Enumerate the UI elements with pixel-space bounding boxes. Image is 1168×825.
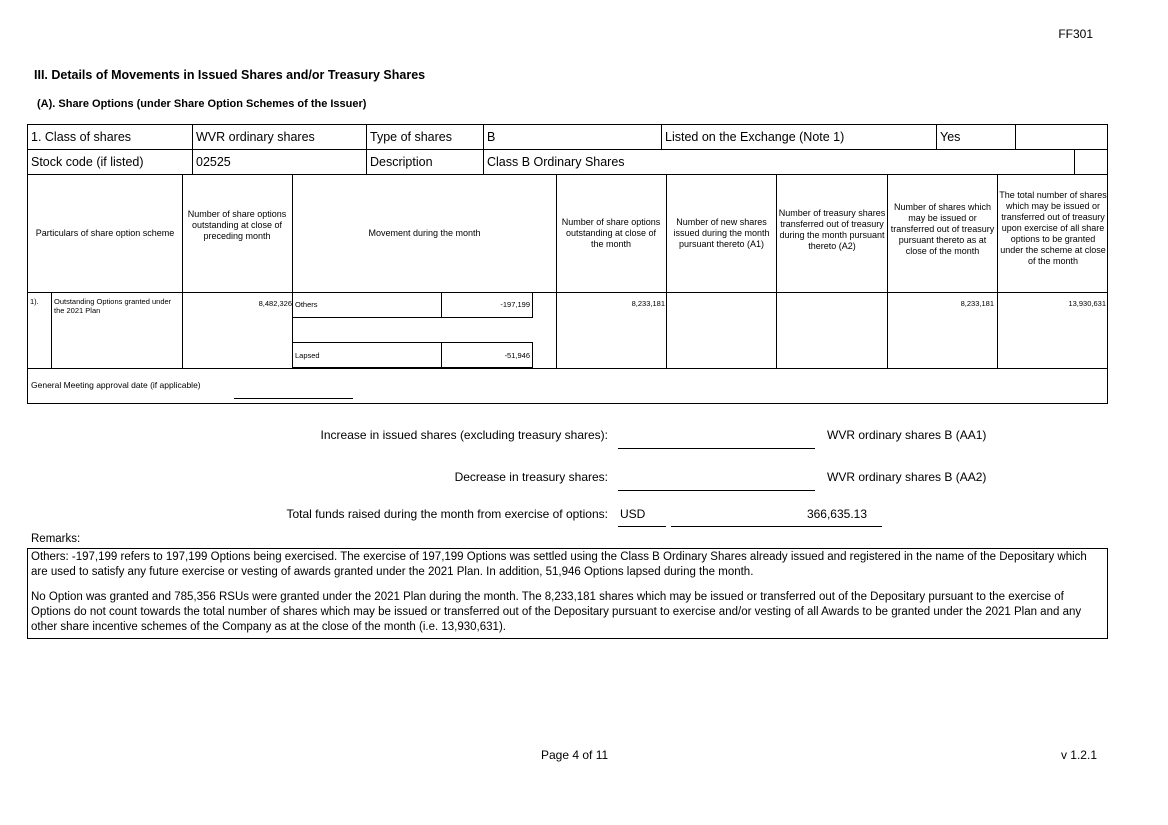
header-may-be-issued: Number of shares which may be issued or transferred out of treasury pursuant thereto as at close of the month bbox=[890, 202, 995, 256]
header-total-number: The total number of shares which may be issued or transferred out of treasury upon exercise of all share options to be granted under the scheme at close of the month bbox=[999, 190, 1107, 266]
version: v 1.2.1 bbox=[1060, 748, 1097, 762]
header-treasury-transferred: Number of treasury shares transferred out of treasury during the month pursuant thereto (A2) bbox=[778, 207, 886, 251]
header-movement: Movement during the month bbox=[368, 228, 481, 238]
movement-lapsed-label: Lapsed bbox=[295, 351, 320, 360]
gm-approval-field[interactable] bbox=[234, 398, 353, 399]
row-may-be-issued: 8,233,181 bbox=[960, 299, 994, 308]
header-outstanding-close: Number of share options outstanding at close of the month bbox=[561, 217, 661, 249]
movement-others-label: Others bbox=[295, 300, 318, 309]
movement-others-value: -197,199 bbox=[500, 300, 530, 309]
stock-code-label: Stock code (if listed) bbox=[31, 155, 144, 169]
remarks-box bbox=[27, 548, 1108, 639]
increase-label: Increase in issued shares (excluding treasury shares): bbox=[320, 428, 608, 442]
movement-lapsed-value: -51,946 bbox=[504, 351, 530, 360]
remarks-paragraph-2: No Option was granted and 785,356 RSUs were granted under the 2021 Plan during the month. The 8,233,181 shares which may be issued or transferred out of the Depositary pursuant to the exercise of Options do not count towards the total number of shares which may be issued or transferred out of the Depositary pursuant to exercise and/or vesting of all Awards to be granted under the 2021 Plan and any other share incentive schemes of the Company as at the close of the month (i.e. 13,930,631). bbox=[31, 591, 1082, 633]
header-outstanding-prev: Number of share options outstanding at close of preceding month bbox=[187, 209, 287, 241]
listed-label: Listed on the Exchange (Note 1) bbox=[665, 130, 845, 144]
stock-code-value: 02525 bbox=[196, 155, 231, 169]
funds-label: Total funds raised during the month from exercise of options: bbox=[286, 507, 608, 521]
class-of-shares-value: WVR ordinary shares bbox=[196, 130, 315, 144]
page-number: Page 4 of 11 bbox=[541, 748, 609, 762]
row-index: 1). bbox=[30, 297, 39, 306]
row-outstanding-close: 8,233,181 bbox=[631, 299, 665, 308]
decrease-label: Decrease in treasury shares: bbox=[454, 470, 608, 484]
decrease-unit: WVR ordinary shares B (AA2) bbox=[827, 470, 987, 484]
description-value: Class B Ordinary Shares bbox=[487, 155, 625, 169]
remarks-paragraph-1: Others: -197,199 refers to 197,199 Options being exercised. The exercise of 197,199 Options was settled using the Class B Ordinary Shares already issued and registered in the name of the Depositary which are used to satisfy any future exercise or vesting of awards granted under the 2021 Plan. In addition, 51,946 Options lapsed during the month. bbox=[31, 551, 1087, 578]
gm-approval-label: General Meeting approval date (if applicable) bbox=[31, 380, 201, 390]
header-particulars: Particulars of share option scheme bbox=[35, 228, 175, 238]
class-of-shares-label: 1. Class of shares bbox=[31, 130, 132, 144]
increase-unit: WVR ordinary shares B (AA1) bbox=[827, 428, 987, 442]
type-of-shares-value: B bbox=[487, 130, 496, 144]
funds-currency: USD bbox=[620, 507, 646, 521]
header-new-shares: Number of new shares issued during the month pursuant thereto (A1) bbox=[673, 217, 770, 249]
row-outstanding-prev: 8,482,326 bbox=[258, 299, 292, 308]
section-title: III. Details of Movements in Issued Shares and/or Treasury Shares bbox=[34, 68, 426, 82]
decrease-field[interactable] bbox=[618, 490, 815, 491]
row-total-number: 13,930,631 bbox=[1068, 299, 1106, 308]
row-particular: Outstanding Options granted under the 2021 Plan bbox=[54, 297, 172, 315]
description-label: Description bbox=[370, 155, 433, 169]
listed-value: Yes bbox=[940, 130, 961, 144]
increase-field[interactable] bbox=[618, 448, 815, 449]
form-code: FF301 bbox=[1058, 27, 1093, 41]
subsection-title: (A). Share Options (under Share Option Schemes of the Issuer) bbox=[37, 98, 367, 110]
type-of-shares-label: Type of shares bbox=[370, 130, 452, 144]
funds-value: 366,635.13 bbox=[806, 507, 867, 521]
remarks-label: Remarks: bbox=[31, 533, 81, 545]
